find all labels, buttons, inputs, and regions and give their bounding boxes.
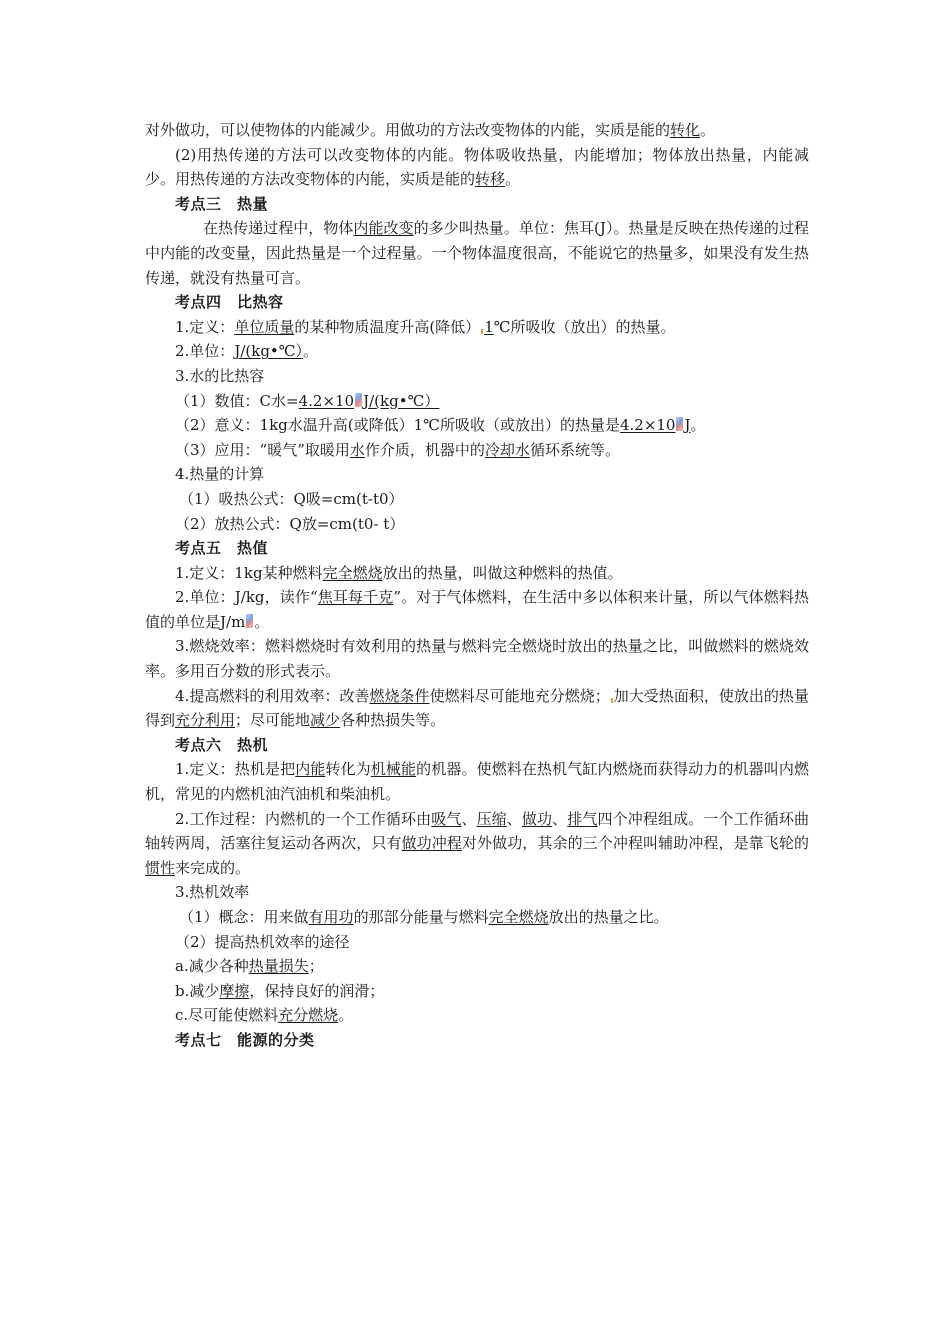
blank-answer: 机械能 [370, 760, 417, 779]
edit-mark-icon [611, 698, 613, 703]
item-water-value: （1）数值：C水=4.2×10 J/(kg•℃） [175, 391, 440, 410]
document-page [145, 118, 809, 1053]
blank-answer: 充分燃烧 [278, 1006, 339, 1025]
blank-answer: 水 [349, 440, 365, 459]
superscript-image-icon [355, 393, 362, 407]
blank-answer: 内能 [295, 760, 326, 779]
item-specific-heat-unit: 2.单位：J/(kg•℃）。 [175, 342, 319, 361]
blank-answer: 排气 [567, 809, 598, 828]
blank-answer: 吸气 [431, 809, 462, 828]
blank-answer: 完全燃烧 [488, 908, 549, 926]
blank-answer: 冲程 [431, 834, 462, 853]
heading-kaodian-5: 考点五 热值 [175, 539, 269, 558]
blank-answer: 做功 [521, 809, 553, 828]
heading-kaodian-7: 考点七 能源的分类 [175, 1030, 315, 1049]
blank-answer: J/(kg•℃） [234, 342, 304, 361]
item-heat-value-unit: 2.单位：J/kg，读作“焦耳每千克”。对于气体燃料，在生活中多以体积来计量，所以气体燃料热值的单位是J/m 。 [145, 588, 809, 631]
blank-answer: 4.2×10 J/(kg•℃） [298, 391, 440, 410]
item-heat-calculation: 4.热量的计算 [175, 465, 265, 484]
list-item-b: b.减少摩擦，保持良好的润滑； [175, 981, 385, 1000]
blank-answer: 转移 [475, 170, 506, 189]
blank-answer: 转化 [670, 121, 701, 139]
item-specific-heat-definition: 1.定义：单位质量的某种物质温度升高(降低） 1℃所吸收（放出）的热量。 [175, 317, 676, 336]
paragraph-heat-definition: 在热传递过程中，物体内能改变的多少叫热量。单位：焦耳(J）。热量是反映在热传递的过程中内能的改变量，因此热量是一个过程量。一个物体温度很高，不能说它的热量多，如果没有发生热传递，就没有热量可言。 [145, 219, 809, 287]
list-item-a: a.减少各种热量损失； [175, 957, 324, 976]
list-item-c: c.尽可能使燃料充分燃烧。 [175, 1006, 354, 1025]
item-water-specific-heat: 3.水的比热容 [175, 366, 265, 385]
blank-answer: 4.2×10 J [619, 416, 691, 435]
item-efficiency-concept: （1）概念：用来做有用功的那部分能量与燃料完全燃烧放出的热量之比。 [179, 908, 669, 926]
blank-answer: 做功 [401, 834, 432, 853]
blank-answer: 焦耳每千克 [317, 588, 394, 607]
formula-heat-released: （2）放热公式：Q放=cm(t0- t） [175, 514, 405, 533]
blank-answer: 有用功 [308, 908, 354, 926]
blank-answer: 冷却水 [484, 440, 530, 459]
paragraph-heat-transfer: (2)用热传递的方法可以改变物体的内能。物体吸收热量，内能增加；物体放出热量，内能减少。用热传递的方法改变物体的内能，实质是能的转移。 [145, 145, 809, 189]
edit-mark-icon [481, 329, 483, 334]
blank-answer: 惯性 [145, 858, 176, 877]
blank-answer: 热量损失 [248, 957, 309, 976]
heading-kaodian-3: 考点三 热量 [175, 194, 269, 213]
blank-answer: 单位质量 [234, 317, 295, 336]
blank-answer: 摩擦 [219, 981, 250, 1000]
item-combustion-efficiency: 3.燃烧效率：燃料燃烧时有效利用的热量与燃料完全燃烧时放出的热量之比，叫做燃料的燃烧效率。多用百分数的形式表示。 [145, 637, 809, 681]
heading-kaodian-6: 考点六 热机 [175, 735, 269, 754]
blank-answer: 燃烧条件 [369, 686, 430, 705]
blank-answer: 完全燃烧 [322, 563, 383, 582]
paragraph-work-changes-energy: 对外做功，可以使物体的内能减少。用做功的方法改变物体的内能，实质是能的转化。 [145, 121, 716, 139]
heading-kaodian-4: 考点四 比热容 [175, 293, 284, 312]
blank-answer: 减少 [310, 711, 341, 730]
item-heat-value-definition: 1.定义：1kg某种燃料完全燃烧放出的热量，叫做这种燃料的热值。 [175, 563, 623, 582]
formula-heat-absorbed: （1）吸热公式：Q吸=cm(t-t0） [179, 489, 404, 508]
superscript-image-icon [246, 614, 253, 628]
item-engine-efficiency: 3.热机效率 [175, 883, 250, 902]
blank-answer: 充分利用 [175, 711, 236, 730]
item-heat-engine-definition: 1.定义：热机是把内能转化为机械能的机器。使燃料在热机气缸内燃烧而获得动力的机器叫内燃机，常见的内燃机油汽油机和柴油机。 [145, 760, 809, 804]
item-improve-efficiency: （2）提高热机效率的途径 [175, 932, 350, 951]
item-water-meaning: （2）意义：1kg水温升高(或降低）1℃所吸收（或放出）的热量是4.2×10 J。 [175, 416, 706, 435]
item-water-application: （3）应用：“暖气”取暖用水作介质，机器中的冷却水循环系统等。 [175, 440, 620, 459]
blank-answer: 内能改变 [353, 219, 414, 238]
blank-answer: 压缩 [476, 809, 507, 828]
superscript-image-icon [676, 417, 683, 431]
item-working-process: 2.工作过程：内燃机的一个工作循环由吸气、压缩、做功、排气四个冲程组成。一个工作循环曲轴转两周，活塞往复运动各两次，只有做功冲程对外做功，其余的三个冲程叫辅助冲程，是靠飞轮的惯性来完成的。 [145, 809, 809, 877]
item-improve-fuel-use: 4.提高燃料的利用效率：改善燃烧条件使燃料尽可能地充分燃烧； 加大受热面积，使放出的热量得到充分利用；尽可能地减少各种热损失等。 [145, 686, 809, 730]
blank-answer: 1 [484, 317, 494, 336]
